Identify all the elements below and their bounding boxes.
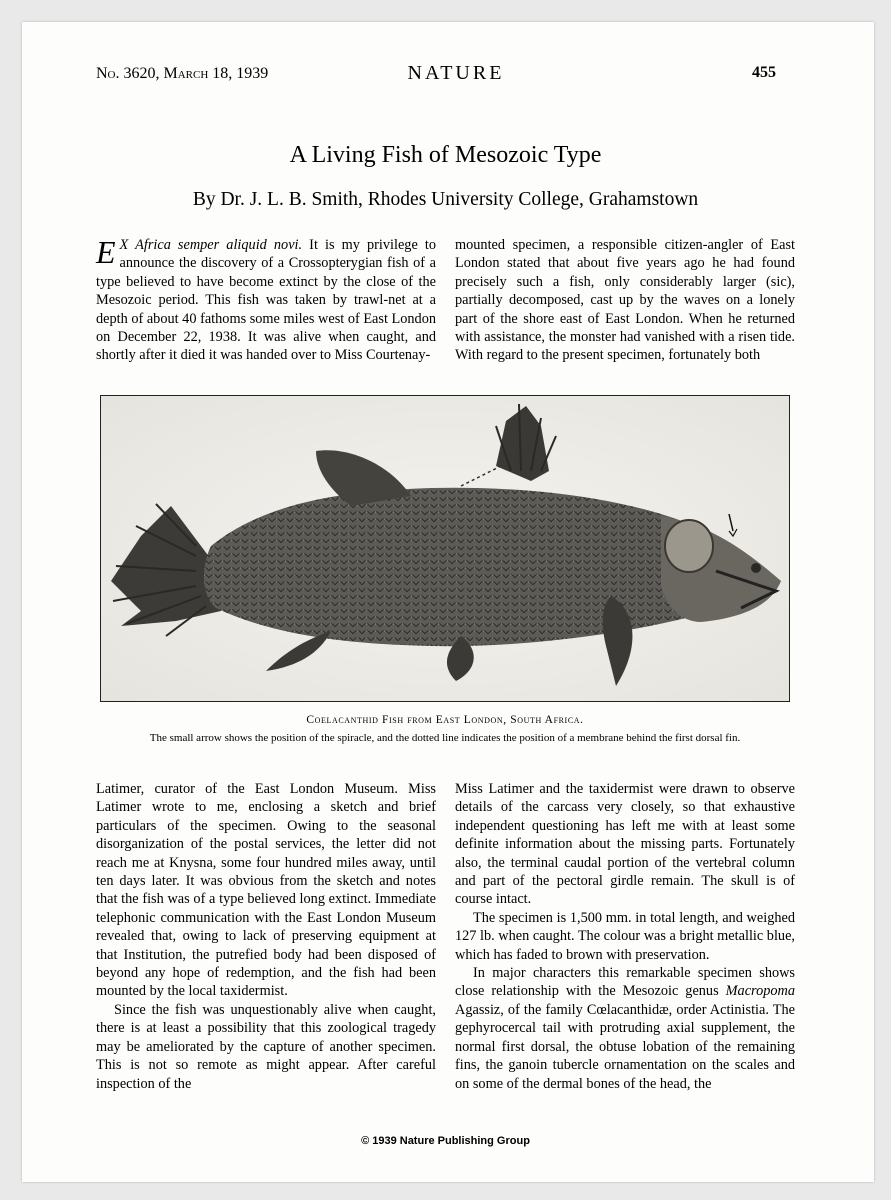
figure-caption xyxy=(100,714,790,745)
paragraph: The specimen is 1,500 mm. in total length, and weighed 127 lb. when caught. The colour was a bright metallic blue, which has faded to brown with preservation. xyxy=(455,909,795,963)
paragraph: Latimer, curator of the East London Museum. Miss Latimer wrote to me, enclosing a sketch and brief particulars of the specimen. Owing to the seasonal disorganization of the postal services, the letter did not reach me at Knysna, some four hundred miles away, until ten days later. It was obvious from the sketch and notes that the fish was of a type believed long extinct. Immediate telephonic communication with the East London Museum revealed that, owing to lack of preserving equipment at that Institution, the putrefied body had been disposed of beyond any hope of redemption, and the fish had been mounted by the local taxidermist. xyxy=(96,781,436,1000)
column-left-top xyxy=(96,236,436,365)
article-byline: By Dr. J. L. B. Smith, Rhodes University College, Grahamstown xyxy=(192,189,699,210)
caption-title: Coelacanthid Fish from East London, South Africa. xyxy=(306,714,584,726)
figure-photo xyxy=(100,395,790,702)
article-title: A Living Fish of Mesozoic Type xyxy=(289,142,602,168)
latin-motto: X Africa semper aliquid novi. xyxy=(119,237,303,253)
coelacanth-image xyxy=(101,396,789,701)
journal-name: NATURE xyxy=(407,62,505,84)
caption-text: The small arrow shows the position of the spiracle, and the dotted line indicates the position of a membrane behind the first dorsal fin. xyxy=(149,732,741,744)
intro-paragraph xyxy=(96,236,436,365)
paragraph xyxy=(455,964,795,1093)
running-header xyxy=(96,58,776,88)
paragraph: mounted specimen, a responsible citizen-angler of East London stated that about five years ago he had found precisely such a fish, only considerably larger (sic), partially decomposed, cast up by the waves on a lonely part of the shore east of East London. When he returned with assistance, the monster had vanished with a risen tide. With regard to the present specimen, fortunately both xyxy=(455,237,795,364)
paragraph: Since the fish was unquestionably alive when caught, there is at least a possibility that this zoological tragedy may be ameliorated by the capture of another specimen. This is not so remote as might appear. After careful inspection of the xyxy=(96,1001,436,1092)
column-right-bottom xyxy=(455,780,795,1093)
paragraph-text: In major characters this remarkable specimen shows close relationship with the Mesozoic genus xyxy=(455,965,795,1000)
paragraph: Miss Latimer and the taxidermist were drawn to observe details of the carcass very closely, so that exhaustive independent questioning has left me with at least some definite information about the missing parts. Fortunately also, the terminal caudal portion of the vertebral column and part of the pectoral girdle remain. The skull is of course intact. xyxy=(455,781,795,908)
page-number: 455 xyxy=(752,64,776,81)
genus-name: Macropoma xyxy=(725,983,795,1000)
paragraph-text: Agassiz, of the family Cœlacanthidæ, order Actinistia. The gephyrocercal tail with protruding axial supplement, the normal first dorsal, the obtuse lobation of the remaining fins, the ganoin tubercle ornamentation on the scales and on some of the dermal bones of the head, the xyxy=(455,1001,795,1092)
drop-cap: E xyxy=(96,234,116,270)
column-left-bottom xyxy=(96,780,436,1093)
copyright-footer: © 1939 Nature Publishing Group xyxy=(361,1135,530,1147)
issue-date: No. 3620, March 18, 1939 xyxy=(96,65,269,82)
column-right-top xyxy=(455,236,795,365)
intro-text: It is my privilege to announce the discovery of a Crossopterygian fish of a type believed to have become extinct by the close of the Mesozoic period. This fish was taken by trawl-net at a depth of about 40 fathoms some miles west of East London on December 22, 1938. It was alive when caught, and shortly after it died it was handed over to Miss Courtenay- xyxy=(96,237,436,364)
